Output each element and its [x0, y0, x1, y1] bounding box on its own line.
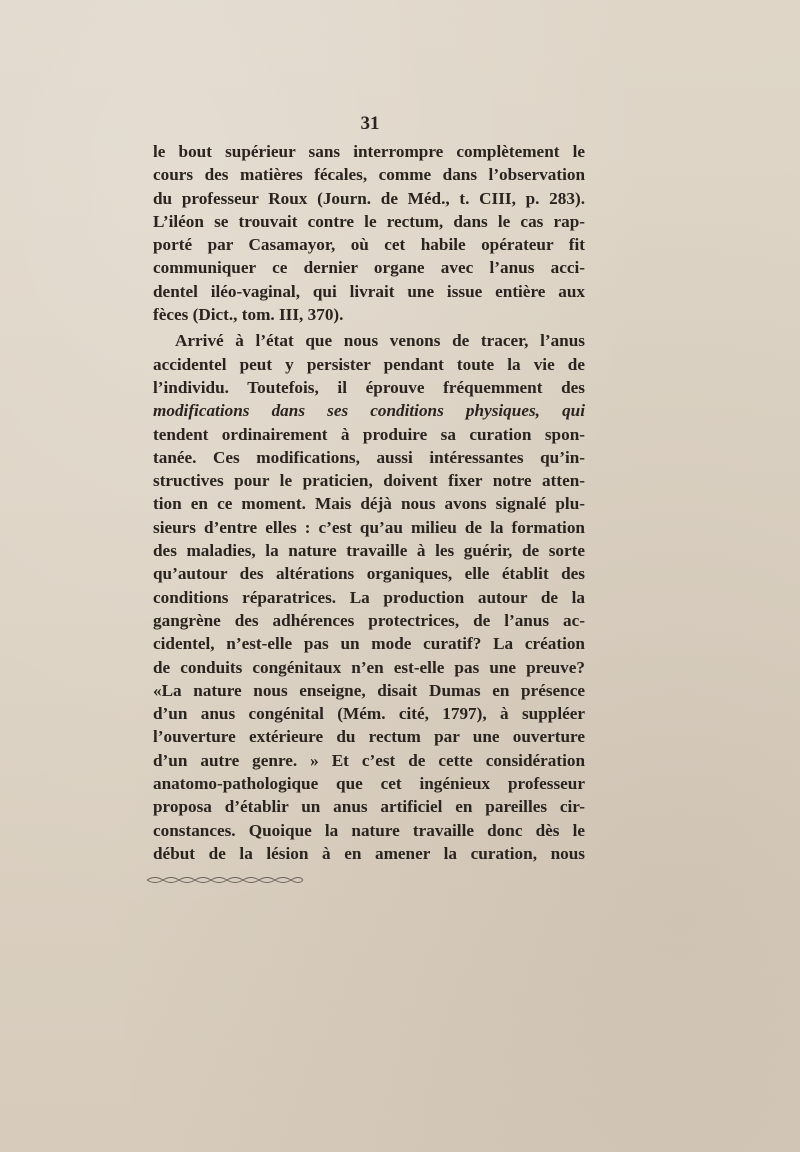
text-line: «La nature nous enseigne, disait Dumas en présence [153, 680, 585, 700]
text-line: l’ouverture extérieure du rectum par une ouverture [153, 727, 585, 747]
text-line: fèces (Dict., tom. III, 370). [153, 305, 344, 325]
text-line: tion en ce moment. Mais déjà nous avons signalé plu- [153, 494, 585, 514]
text-line: d’un autre genre. » Et c’est de cette considération [153, 750, 585, 770]
text-line: cidentel, n’est-elle pas un mode curatif? La création [153, 634, 585, 654]
body-text [153, 140, 585, 865]
ornament-rule-icon [145, 874, 305, 886]
text-line: dentel iléo-vaginal, qui livrait une issue entière aux [153, 281, 585, 301]
text-line: Arrivé à l’état que nous venons de tracer, l’anus [175, 331, 585, 351]
text-line: gangrène des adhérences protectrices, de l’anus ac- [153, 610, 585, 630]
text-line: structives pour le praticien, doivent fixer notre atten- [153, 471, 585, 491]
text-line: d’un anus congénital (Mém. cité, 1797), à suppléer [153, 704, 585, 724]
text-line: anatomo-pathologique que cet ingénieux professeur [153, 774, 585, 794]
text-line: l’individu. Toutefois, il éprouve fréquemment des [153, 377, 585, 397]
text-line: du professeur Roux (Journ. de Méd., t. CIII, p. 283). [153, 188, 585, 208]
text-line: le bout supérieur sans interrompre complètement le [153, 142, 585, 161]
text-line: des maladies, la nature travaille à les guérir, de sorte [153, 541, 585, 561]
page-number: 31 [360, 113, 380, 134]
text-line: début de la lésion à en amener la curation, nous [153, 843, 585, 863]
text-line: modifications dans ses conditions physiques, qui [153, 401, 585, 421]
text-line: tanée. Ces modifications, aussi intéressantes qu’in- [153, 447, 585, 467]
text-line: tendent ordinairement à produire sa curation spon- [153, 424, 585, 444]
text-line: communiquer ce dernier organe avec l’anus acci- [153, 258, 585, 278]
paragraph-1 [153, 140, 585, 326]
text-line: sieurs d’entre elles : c’est qu’au milieu de la formation [153, 517, 585, 537]
text-line: qu’autour des altérations organiques, elle établit des [153, 564, 585, 584]
paragraph-2 [153, 329, 585, 865]
text-line: accidentel peut y persister pendant toute la vie de [153, 354, 585, 374]
text-line: L’iléon se trouvait contre le rectum, dans le cas rap- [153, 211, 585, 231]
text-line: proposa d’établir un anus artificiel en pareilles cir- [153, 797, 585, 817]
text-line: de conduits congénitaux n’en est-elle pas une preuve? [153, 657, 585, 677]
text-line: constances. Quoique la nature travaille donc dès le [153, 820, 585, 840]
text-line: cours des matières fécales, comme dans l’observation [153, 165, 585, 185]
text-line: conditions réparatrices. La production autour de la [153, 587, 585, 607]
text-line: porté par Casamayor, où cet habile opérateur fit [153, 235, 585, 255]
